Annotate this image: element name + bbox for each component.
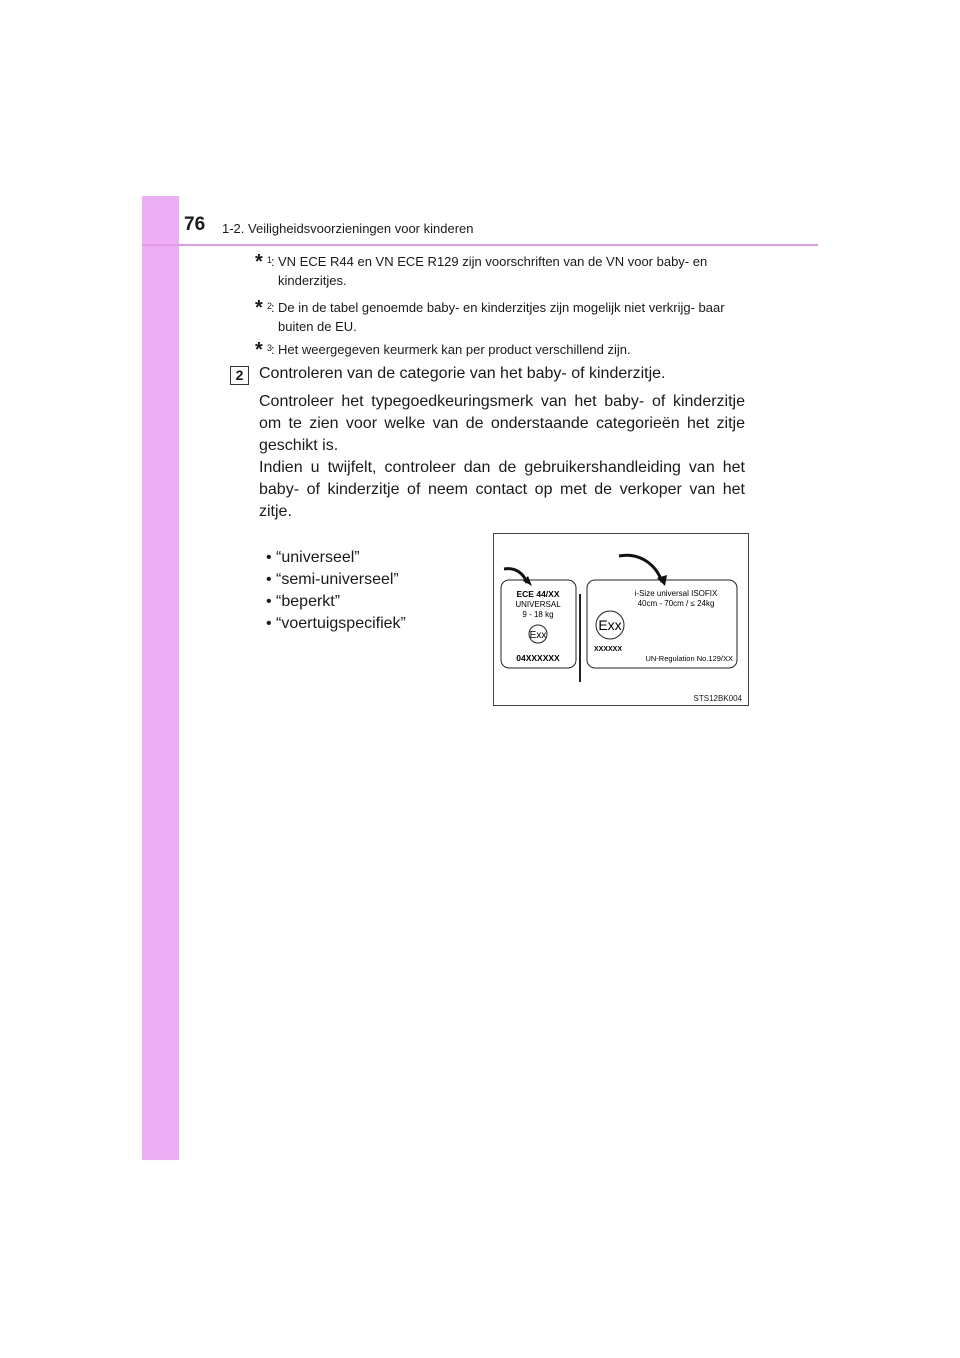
list-item: • “universeel” xyxy=(266,547,406,569)
r129-pointer xyxy=(619,555,662,582)
section-title: 1-2. Veiligheidsvoorzieningen voor kinderen xyxy=(222,221,474,236)
r44-approval-code: 04XXXXXX xyxy=(516,653,560,663)
r44-label-line1: ECE 44/XX xyxy=(516,589,560,599)
footnote-text: : Het weergegeven keurmerk kan per product verschillend zijn. xyxy=(255,340,750,359)
header-rule xyxy=(142,244,818,246)
footnote-3 xyxy=(255,340,750,359)
r44-label-line3: 9 - 18 kg xyxy=(522,610,554,619)
r129-regulation: UN-Regulation No.129/XX xyxy=(645,654,733,663)
figure-id: STS12BK004 xyxy=(693,694,742,703)
chapter-side-band xyxy=(142,196,179,1160)
list-item: • “voertuigspecifiek” xyxy=(266,613,406,635)
list-item: • “semi-universeel” xyxy=(266,569,406,591)
r44-label-line2: UNIVERSAL xyxy=(515,600,561,609)
step-paragraph: Indien u twijfelt, controleer dan de gebruikershandleiding van het baby- of kinderzitje of neem contact op met de verkoper van het zitje. xyxy=(259,459,745,520)
footnote-text: : VN ECE R44 en VN ECE R129 zijn voorschriften van de VN voor baby- en kinderzitjes. xyxy=(255,252,750,290)
footnote-index: 3 xyxy=(267,343,273,353)
r129-label-line2: 40cm - 70cm / ≤ 24kg xyxy=(637,599,715,608)
footnote-1 xyxy=(255,252,750,290)
list-item: • “beperkt” xyxy=(266,591,406,613)
r129-label-line1: i-Size universal ISOFIX xyxy=(634,589,718,598)
footnote-index: 1 xyxy=(267,255,273,265)
footnote-asterisk: * xyxy=(255,251,263,273)
approval-label-figure xyxy=(493,533,749,706)
r129-approval-mark: Exx xyxy=(598,617,622,633)
footnote-text: : De in de tabel genoemde baby- en kinderzitjes zijn mogelijk niet verkrijg- baar buiten de EU. xyxy=(255,298,750,336)
step-number-badge: 2 xyxy=(230,366,249,385)
footnote-asterisk: * xyxy=(255,297,263,319)
footnote-index: 2 xyxy=(267,301,273,311)
footnote-2 xyxy=(255,298,750,336)
step-title: Controleren van de categorie van het baby- of kinderzitje. xyxy=(259,365,666,382)
page-number: 76 xyxy=(184,214,206,235)
approval-label-illustration xyxy=(494,534,748,705)
footnote-asterisk: * xyxy=(255,339,263,361)
step-paragraph: Controleer het typegoedkeuringsmerk van het baby- of kinderzitje om te zien voor welke van de onderstaande categorieën het zitje geschikt is. xyxy=(259,393,745,454)
category-list xyxy=(266,547,406,635)
r129-approval-code: XXXXXX xyxy=(593,646,623,653)
r44-approval-mark: Exx xyxy=(529,630,547,641)
